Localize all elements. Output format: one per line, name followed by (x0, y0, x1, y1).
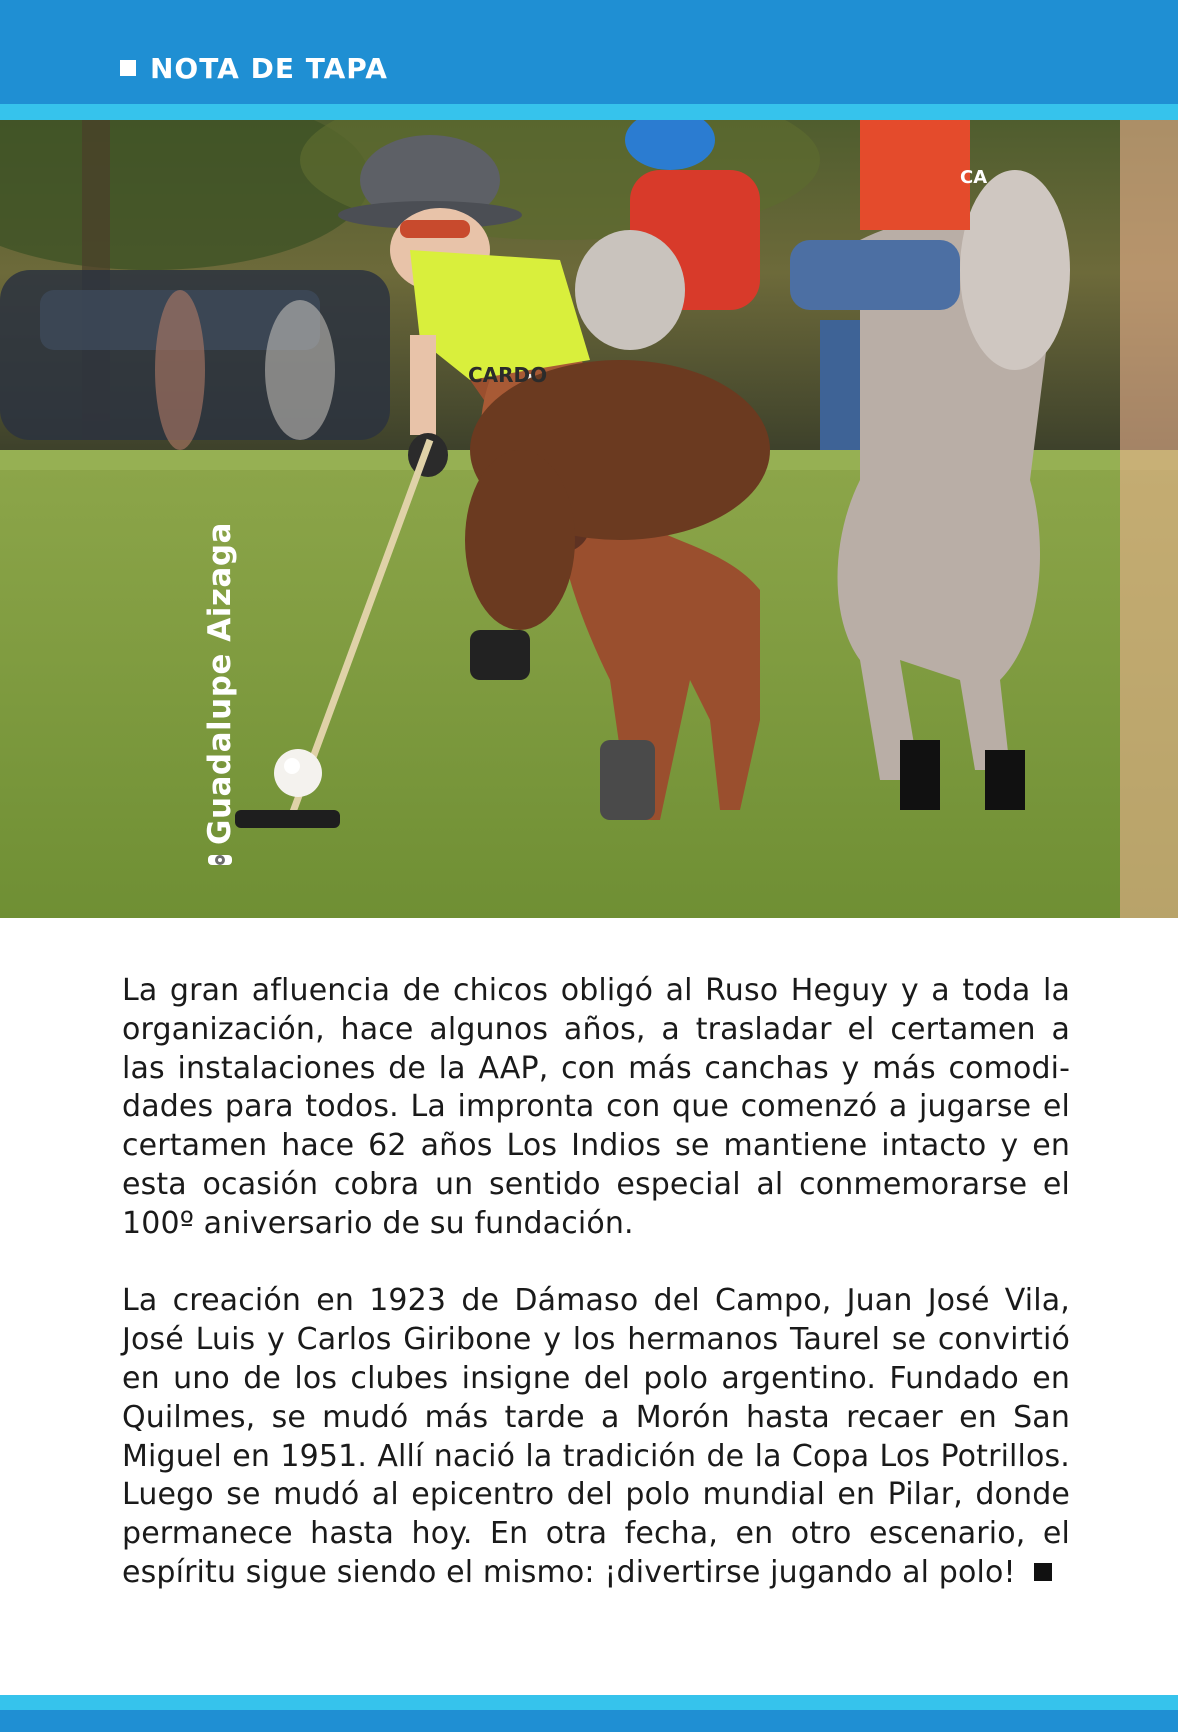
footer-stripe (0, 1695, 1178, 1710)
jersey-text-left: CARDO (468, 363, 548, 387)
jersey-text-right: CA (960, 167, 988, 188)
end-mark-icon (1034, 1563, 1052, 1581)
camera-icon (208, 855, 232, 865)
polo-scene-illustration (0, 120, 1178, 918)
header-stripe (0, 104, 1178, 120)
section-label (120, 50, 388, 86)
article-paragraph (122, 1282, 1070, 1592)
square-bullet-icon (120, 60, 136, 76)
section-label-text: NOTA DE TAPA (150, 51, 388, 85)
article-paragraph-text: La creación en 1923 de Dámaso del Campo, Juan José Vila, José Luis y Carlos Giribone y los hermanos Taurel se convirtió en uno de los clubes insigne del polo argentino. Fundado en Quilmes, se mudó más tarde a Morón hasta recaer en San Miguel en 1951. Allí nació la tradición de la Copa Los Potrillos. Luego se mudó al epicentro del polo mundial en Pilar, donde permanece hasta hoy. En otra fecha, en otro escenario, el espíritu sigue siendo el mismo: ¡divertirse jugando al polo! (122, 1283, 1070, 1590)
photo-credit-name: Guadalupe Aizaga (202, 522, 238, 845)
cover-photo (0, 120, 1178, 918)
article-body (122, 972, 1070, 1632)
photo-credit (40, 522, 400, 865)
footer-bar (0, 1710, 1178, 1732)
article-paragraph: La gran afluencia de chicos obligó al Ruso Heguy y a toda la organización, hace algunos años, a trasladar el certamen a las instalaciones de la AAP, con más canchas y más comodidades para todos. La impronta con que comenzó a jugarse el certamen hace 62 años Los Indios se mantiene intacto y en esta ocasión cobra un sentido especial al conmemorarse el 100º aniversario de su fundación. (122, 973, 1070, 1241)
